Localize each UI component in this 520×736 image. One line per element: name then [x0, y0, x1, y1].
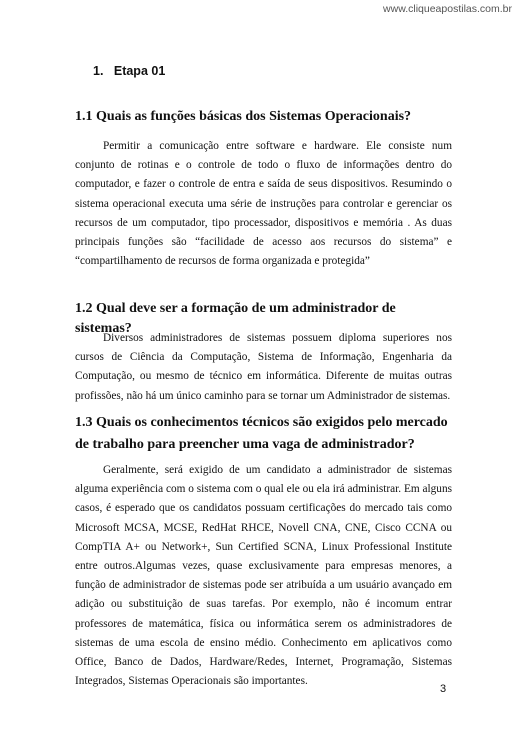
etapa-heading: [93, 64, 165, 78]
section-heading-1-1: 1.1 Quais as funções básicas dos Sistemas Operacionais?: [75, 109, 412, 124]
section-paragraph-1-1: Permitir a comunicação entre software e hardware. Ele consiste num conjunto de rotinas e o controle de todo o fluxo de informações dentro do computador, e fazer o controle de entra e saída de seus dispositivos. Resumindo o sistema operacional executa uma série de instruções para controlar e gerenciar os recursos de um computador, tipo processador, dispositivos e memória . As duas principais funções são “facilidade de acesso aos recursos do sistema” e “compartilhamento de recursos de forma organizada e protegida”: [75, 140, 452, 268]
source-url: www.cliqueapostilas.com.br: [383, 3, 512, 15]
section-heading-1-3: 1.3 Quais os conhecimentos técnicos são exigidos pelo mercado de trabalho para preencher uma vaga de administrador?: [75, 415, 448, 452]
etapa-title: Etapa 01: [113, 64, 166, 78]
section-paragraph-1-2: Diversos administradores de sistemas possuem diploma superiores nos cursos de Ciência da Computação, Sistema de Informação, Engenharia da Computação, ou mesmo de técnico em informática. Diferente de muitas outras profissões, não há um único caminho para se tornar um Administrador de sistemas.: [75, 332, 452, 402]
etapa-number: 1.: [93, 64, 104, 78]
section-heading-1-2: 1.2 Qual deve ser a formação de um administrador de sistemas?: [75, 301, 396, 336]
page-number: 3: [440, 683, 447, 695]
section-paragraph-1-3: Geralmente, será exigido de um candidato a administrador de sistemas alguma experiência com o sistema com o qual ele ou ela irá administrar. Em alguns casos, é esperado que os candidatos possuam certificações do mercado tais como Microsoft MCSA, MCSE, RedHat RHCE, Novell CNA, CNE, Cisco CCNA ou CompTIA A+ ou Network+, Sun Certified SCNA, Linux Professional Institute entre outros.Algumas vezes, quase exclusivamente para empresas menores, a função de administrador de sistemas pode ser atribuída a um usuário avançado em adição ou substituição de suas tarefas. Por exemplo, não é incomum entrar professores de matemática, física ou informática serem os administradores de sistemas de uma escola de ensino médio. Conhecimento em aplicativos como Office, Banco de Dados, Hardware/Redes, Internet, Programação, Sistemas Integrados, Sistemas Operacionais são importantes.: [75, 464, 452, 688]
